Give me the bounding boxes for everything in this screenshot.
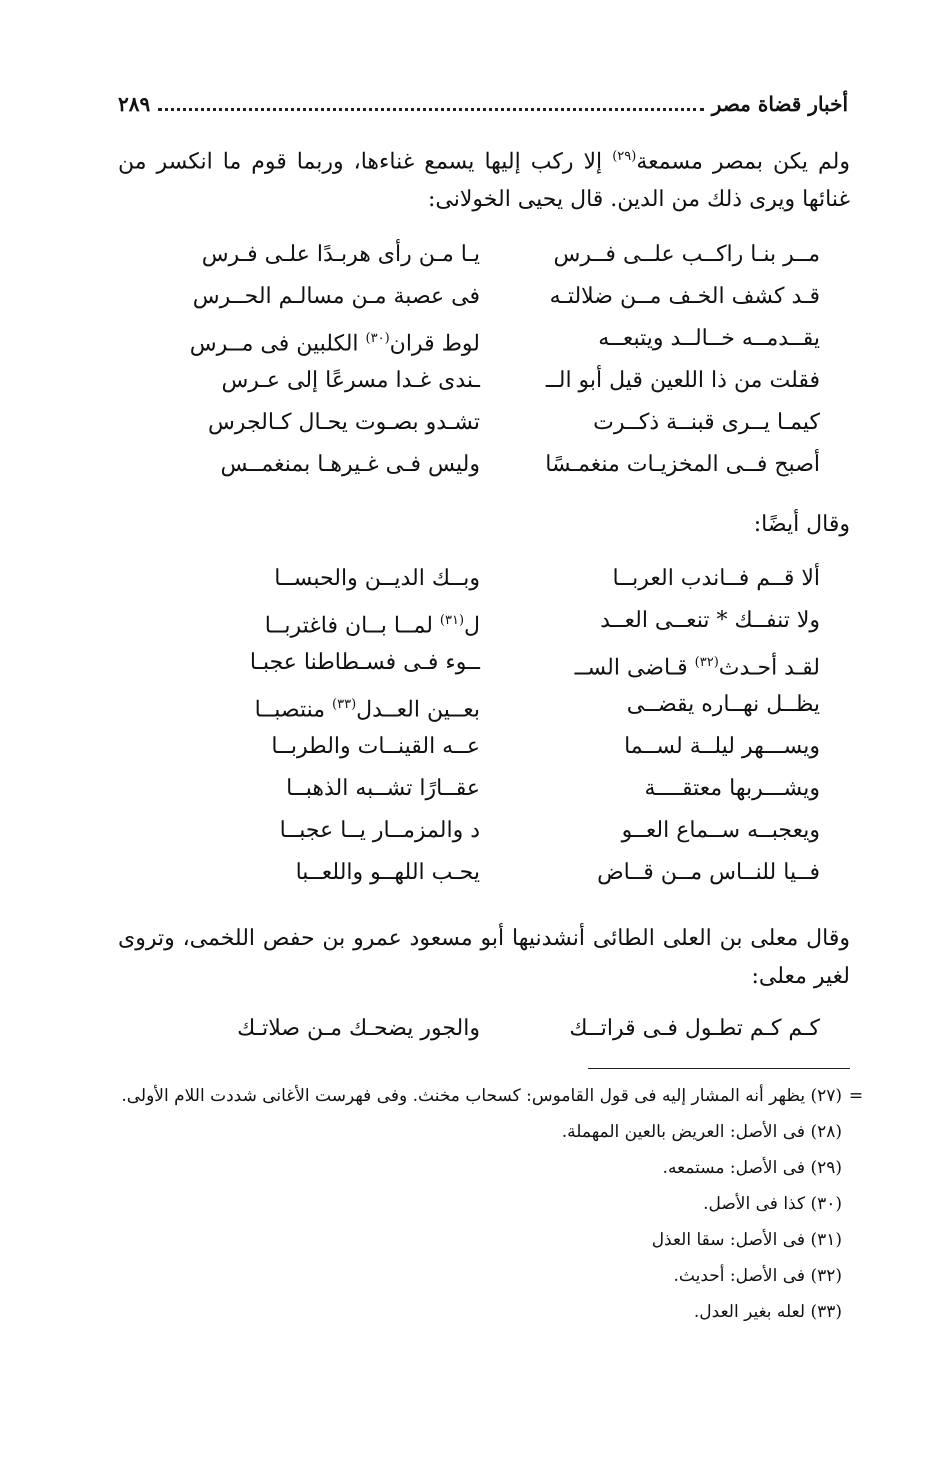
verse-line xyxy=(180,600,820,642)
verse-second-hemistich: عقــارًا تشــبه الذهبــا xyxy=(286,776,480,801)
verse-second-hemistich xyxy=(180,600,480,647)
verse-line xyxy=(180,642,820,684)
verse-second-hemistich: يـا مـن رأى هربـدًا علـى فـرس xyxy=(201,242,480,267)
running-title: أخبار قضاة مصر xyxy=(711,92,848,116)
footnote-ref-32: (٣٢) xyxy=(694,655,719,670)
footnote-ref-33: (٣٣) xyxy=(332,697,357,712)
verse-second-hemistich: فى عصبة مـن مسالـم الحــرس xyxy=(192,284,480,309)
verse-line xyxy=(180,558,820,600)
footnote-27 xyxy=(110,1078,870,1114)
verse-first-hemistich: ألا قــم فــاندب العربــا xyxy=(612,566,820,591)
verse-first-hemistich: مــر بنـا راكــب علــى فــرس xyxy=(553,242,820,267)
hemistich-text: بعــين العــدل xyxy=(356,697,480,723)
footnote-29: (٢٩) فى الأصل: مستمعه. xyxy=(662,1158,842,1178)
verse-first-hemistich: كيمـا يــرى قبنــة ذكــرت xyxy=(593,410,820,435)
verse-first-hemistich: ويشـــربها معتقــــة xyxy=(644,776,820,801)
verse-first-hemistich: يقــدمــه خــالــد ويتبعــه xyxy=(598,326,820,351)
verse-first-hemistich: فقلت من ذا اللعين قيل أبو الــ xyxy=(545,368,820,393)
poem-2 xyxy=(180,558,820,894)
verse-first-hemistich: قـد كشف الخـف مــن ضلالتـه xyxy=(549,284,820,309)
verse-line xyxy=(180,768,820,810)
verse-second-hemistich: وبــك الديــن والحبســا xyxy=(274,566,480,591)
verse-first-hemistich: كـم كـم تطـول فـى قراتــك xyxy=(569,1016,820,1041)
verse-second-hemistich: تشـدو بصـوت يحـال كـالجرس xyxy=(207,410,480,435)
footnote-28: (٢٨) فى الأصل: العريض بالعين المهملة. xyxy=(561,1122,842,1142)
verse-second-hemistich: د والمزمــار يــا عجبــا xyxy=(279,818,480,843)
footnote-33: (٣٣) لعله بغير العدل. xyxy=(693,1302,842,1322)
verse-second-hemistich: والجور يضحـك مـن صلاتـك xyxy=(237,1016,480,1041)
verse-line xyxy=(180,276,820,318)
verse-line xyxy=(180,684,820,726)
verse-first-hemistich: ولا تنفــك * تنعــى العــد xyxy=(600,608,820,633)
verse-first-hemistich: ويعجبــه ســماع العــو xyxy=(621,818,820,843)
verse-first-hemistich xyxy=(510,642,820,689)
verse-line xyxy=(180,852,820,894)
footnote-30: (٣٠) كذا فى الأصل. xyxy=(703,1194,842,1214)
hemistich-text: منتصبــا xyxy=(254,697,333,723)
verse-line xyxy=(180,360,820,402)
footnote-ref-29: (٢٩) xyxy=(612,149,637,164)
verse-first-hemistich: يظــل نهــاره يقضــى xyxy=(626,692,820,717)
verse-line xyxy=(180,402,820,444)
verse-first-hemistich: ويســـهر ليلــة لســما xyxy=(624,734,820,759)
footnote-text: (٢٧) يظهر أنه المشار إليه فى قول القاموس: كسحاب مخنث. وفى فهرست الأغانى شددت اللام الأولى. xyxy=(121,1086,842,1106)
verse-line xyxy=(180,1008,820,1050)
verse-first-hemistich: أصبح فــى المخزيـات منغمـسًا xyxy=(545,452,820,477)
poem-1 xyxy=(180,234,820,486)
hemistich-text: ل xyxy=(464,613,480,639)
verse-second-hemistich: ـندى غـدا مسرعًا إلى عـرس xyxy=(221,368,480,393)
footnote-32: (٣٢) فى الأصل: أحديث. xyxy=(673,1266,842,1286)
hemistich-text: الكلبين فى مــرس xyxy=(189,331,366,357)
intro-text-1: ولم يكن بمصر مسمعة xyxy=(636,149,850,175)
footnote-ref-31: (٣١) xyxy=(439,613,465,628)
intro-paragraph xyxy=(118,138,850,219)
footnote-ref-30: (٣٠) xyxy=(365,331,390,346)
verse-line xyxy=(180,810,820,852)
footnote-31: (٣١) فى الأصل: سقا العذل xyxy=(651,1230,842,1250)
hemistich-text: لقـد أحـدث xyxy=(718,655,820,681)
running-header xyxy=(118,92,848,126)
hemistich-text: قـاضى الســ xyxy=(574,655,695,681)
verse-second-hemistich: يحـب اللهــو واللعــبا xyxy=(295,860,480,885)
intro-text-2: إلا ركب إليها يسمع غناءها، وربما قوم ما انكسر من غنائها ويرى ذلك من الدين. قال يحيى الخولانى: xyxy=(118,149,850,213)
verse-line xyxy=(180,318,820,360)
page-number: ٢٨٩ xyxy=(118,92,151,116)
verse-second-hemistich: وليس فـى غـيرهـا بمنغمــس xyxy=(220,452,480,477)
verse-second-hemistich xyxy=(180,684,480,731)
closing-paragraph: وقال معلى بن العلى الطائى أنشدنيها أبو مسعود عمرو بن حفص اللخمى، وتروى لغير معلى: xyxy=(118,926,850,989)
verse-second-hemistich: ــوء فـى فسـطاطنا عجبـا xyxy=(249,650,480,675)
hemistich-text: لمــا بــان فاغتربــا xyxy=(264,613,440,639)
verse-line xyxy=(180,234,820,276)
verse-second-hemistich xyxy=(180,318,480,365)
transition-line: وقال أيضًا: xyxy=(753,512,850,537)
verse-line xyxy=(180,444,820,486)
continuation-mark: = xyxy=(848,1086,864,1106)
footnotes xyxy=(110,1078,870,1330)
leader-dots xyxy=(158,107,704,111)
poem-3 xyxy=(180,1008,820,1050)
verse-second-hemistich: عــه القينــات والطربــا xyxy=(271,734,480,759)
hemistich-text: لوط قران xyxy=(389,331,480,357)
footnote-separator xyxy=(588,1068,850,1069)
verse-line xyxy=(180,726,820,768)
verse-first-hemistich: فــيا للنــاس مــن قــاض xyxy=(597,860,820,885)
